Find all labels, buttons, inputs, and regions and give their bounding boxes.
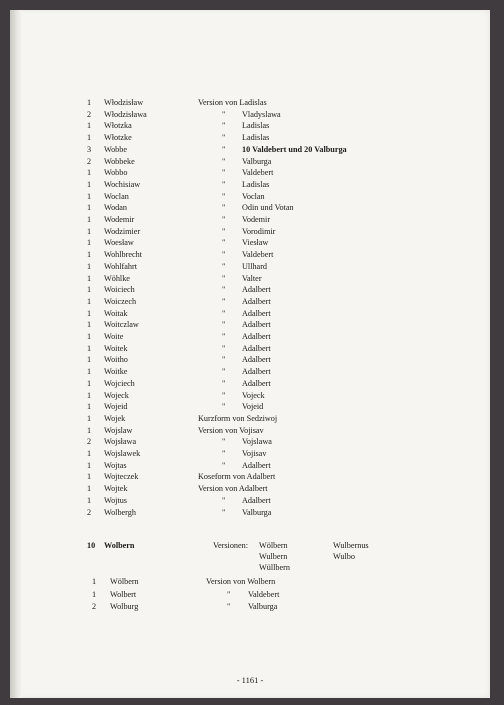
group-header-row: [10, 562, 490, 574]
entry-count: 1: [87, 472, 92, 482]
name-entry-row: [10, 460, 490, 472]
entry-name: Wölbern: [110, 577, 139, 586]
ditto-mark: ": [222, 156, 226, 166]
entry-description: Valburga: [242, 156, 272, 166]
entry-count: 1: [87, 332, 92, 341]
name-entry-row: [10, 354, 490, 366]
ditto-mark: ": [222, 109, 226, 119]
version-item: Wulbernus: [333, 541, 369, 550]
entry-name: Woiczech: [104, 296, 137, 306]
entry-count: 1: [87, 133, 92, 143]
entry-count: 1: [87, 425, 92, 435]
entry-description: Valter: [242, 273, 262, 283]
entry-description: Version von Ladislas: [198, 98, 267, 107]
entry-name: Wojslawek: [104, 449, 141, 458]
entry-description: Adalbert: [242, 285, 271, 295]
name-entry-row: [10, 471, 490, 483]
name-entry-row: [10, 120, 490, 132]
entry-name: Wojeck: [104, 390, 129, 400]
entry-description: Vojeck: [242, 390, 265, 400]
name-entry-row: [10, 425, 490, 437]
entry-count: 1: [87, 308, 92, 318]
ditto-mark: ": [222, 285, 226, 295]
entry-description: Adalbert: [242, 332, 271, 341]
document-page: [10, 10, 490, 698]
ditto-mark: ": [227, 589, 231, 599]
name-entry-row: [10, 483, 490, 495]
entry-name: Wojtas: [104, 460, 127, 470]
entry-name: Wobbe: [104, 144, 127, 154]
entry-count: 1: [87, 191, 92, 201]
entry-name: Wojsława: [104, 437, 137, 447]
name-entry-row: [10, 436, 490, 448]
name-entry-row: [10, 284, 490, 296]
entry-name: Włodzisława: [104, 109, 147, 119]
name-entry-row: [10, 401, 490, 413]
entry-name: Wojciech: [104, 378, 135, 388]
entry-count: 1: [87, 98, 92, 107]
name-entry-row: [10, 390, 490, 402]
ditto-mark: ": [227, 602, 231, 611]
entry-name: Wolbergh: [104, 507, 136, 517]
ditto-mark: ": [222, 437, 226, 447]
name-entry-row: [10, 576, 490, 588]
entry-name: Wojtus: [104, 495, 127, 505]
entry-description: Adalbert: [242, 320, 271, 330]
name-entry-row: [10, 495, 490, 507]
entry-count: 2: [87, 507, 92, 517]
entry-name: Wojslaw: [104, 425, 133, 435]
name-entry-row: [10, 144, 490, 156]
entry-description: Vodemir: [242, 215, 271, 224]
entry-description: Kurzform von Sedziwoj: [198, 413, 278, 423]
entry-name: Wodan: [104, 203, 127, 213]
ditto-mark: ": [222, 144, 226, 154]
name-entry-row: [10, 589, 490, 601]
name-entry-row: [10, 237, 490, 249]
name-entry-row: [10, 343, 490, 355]
ditto-mark: ": [222, 121, 226, 131]
entry-description: Adalbert: [242, 343, 271, 353]
ditto-mark: ": [222, 332, 226, 341]
entry-description: Ladislas: [242, 121, 270, 131]
entry-description: Vorodimir: [242, 226, 276, 236]
ditto-mark: ": [222, 402, 226, 412]
entry-count: 1: [87, 168, 92, 178]
name-entry-row: [10, 507, 490, 519]
entry-description: Odin und Votan: [242, 203, 294, 213]
ditto-mark: ": [222, 449, 226, 458]
entry-description: Adalbert: [242, 367, 271, 377]
entry-description: Adalbert: [242, 308, 271, 318]
version-item: Wölbern: [259, 541, 288, 550]
entry-count: 1: [87, 215, 92, 224]
entry-description: Valdebert: [242, 250, 274, 260]
group-count: 10: [87, 541, 96, 550]
entry-description: Version von Adalbert: [198, 484, 268, 494]
entry-count: 3: [87, 144, 92, 154]
entry-description: Adalbert: [242, 495, 271, 505]
entry-description: Vojisav: [242, 449, 267, 458]
entry-description: Adalbert: [242, 296, 271, 306]
ditto-mark: ": [222, 460, 226, 470]
entry-description: 10 Valdebert und 20 Valburga: [242, 144, 347, 154]
entry-count: 1: [87, 495, 92, 505]
entry-description: Valburga: [242, 507, 272, 517]
entry-description: Valdebert: [248, 589, 280, 599]
ditto-mark: ": [222, 238, 226, 248]
ditto-mark: ": [222, 191, 226, 201]
ditto-mark: ": [222, 296, 226, 306]
ditto-mark: ": [222, 133, 226, 143]
entry-count: 1: [87, 449, 92, 458]
entry-name: Wochisiaw: [104, 179, 141, 189]
name-entry-row: [10, 366, 490, 378]
version-item: Wulbo: [333, 552, 355, 561]
entry-description: Ullhard: [242, 261, 268, 271]
entry-description: Vojeid: [242, 402, 264, 412]
ditto-mark: ": [222, 250, 226, 260]
group-name: Wolbern: [104, 541, 135, 550]
entry-count: 1: [87, 285, 92, 295]
entry-name: Wojteczek: [104, 472, 139, 482]
entry-name: Wojtek: [104, 484, 128, 494]
entry-count: 1: [87, 250, 92, 260]
entry-name: Woclan: [104, 191, 129, 201]
ditto-mark: ": [222, 378, 226, 388]
name-entry-row: [10, 448, 490, 460]
ditto-mark: ": [222, 203, 226, 213]
entry-name: Wobbeke: [104, 156, 135, 166]
entry-count: 1: [87, 390, 92, 400]
entry-count: 1: [87, 273, 92, 283]
entry-count: 1: [87, 343, 92, 353]
name-entry-row: [10, 378, 490, 390]
page-number: - 1161 -: [236, 675, 264, 685]
entry-count: 1: [87, 402, 92, 412]
entry-name: Włotzka: [104, 121, 132, 131]
entry-name: Wojek: [104, 413, 126, 423]
ditto-mark: ": [222, 367, 226, 377]
entry-description: Ladislas: [242, 179, 270, 189]
entry-description: Adalbert: [242, 378, 271, 388]
ditto-mark: ": [222, 179, 226, 189]
entry-description: Voclan: [242, 191, 265, 201]
entry-name: Wohlbrecht: [104, 250, 142, 260]
ditto-mark: ": [222, 390, 226, 400]
entry-count: 1: [87, 460, 92, 470]
entry-name: Woitke: [104, 367, 128, 377]
version-item: Wulbern: [259, 552, 288, 561]
name-entry-row: [10, 226, 490, 238]
entry-description: Adalbert: [242, 355, 271, 365]
versions-label: Versionen:: [213, 541, 249, 550]
ditto-mark: ": [222, 495, 226, 505]
name-entry-row: [10, 601, 490, 613]
entry-count: 1: [87, 320, 92, 330]
name-entry-row: [10, 156, 490, 168]
name-entry-row: [10, 132, 490, 144]
entry-name: Woitak: [104, 308, 128, 318]
entry-name: Wolburg: [110, 602, 139, 611]
entry-count: 1: [87, 203, 92, 213]
entry-name: Woitho: [104, 355, 128, 365]
entry-name: Wodzimier: [104, 226, 141, 236]
entry-description: Valburga: [248, 602, 278, 611]
ditto-mark: ": [222, 261, 226, 271]
entry-count: 1: [92, 589, 97, 599]
entry-description: Ladislas: [242, 133, 270, 143]
entry-count: 1: [87, 238, 92, 248]
entry-name: Włodzisław: [104, 98, 144, 107]
entry-count: 1: [87, 121, 92, 131]
entry-description: Version von Wolbern: [206, 577, 276, 586]
entry-description: Valdebert: [242, 168, 274, 178]
entry-count: 1: [87, 378, 92, 388]
ditto-mark: ": [222, 226, 226, 236]
entry-count: 2: [87, 437, 92, 447]
name-entry-row: [10, 413, 490, 425]
entry-count: 2: [87, 109, 92, 119]
name-entry-row: [10, 97, 490, 109]
version-item: Wüllbern: [259, 563, 290, 572]
entry-count: 1: [87, 296, 92, 306]
entry-count: 1: [92, 577, 97, 586]
name-entry-row: [10, 273, 490, 285]
entry-count: 2: [87, 156, 92, 166]
entry-description: Version von Vojisav: [198, 425, 264, 435]
ditto-mark: ": [222, 343, 226, 353]
entry-count: 1: [87, 226, 92, 236]
entry-description: Adalbert: [242, 460, 271, 470]
name-entry-row: [10, 319, 490, 331]
entry-name: Wodemir: [104, 215, 135, 224]
entry-name: Woitek: [104, 343, 128, 353]
ditto-mark: ": [222, 355, 226, 365]
entry-count: 1: [87, 179, 92, 189]
entry-description: Viesław: [242, 238, 269, 248]
entry-count: 1: [87, 367, 92, 377]
ditto-mark: ": [222, 308, 226, 318]
entry-name: Wobbo: [104, 168, 128, 178]
ditto-mark: ": [222, 507, 226, 517]
name-entry-row: [10, 202, 490, 214]
ditto-mark: ": [222, 320, 226, 330]
entry-name: Wojeid: [104, 402, 128, 412]
entry-name: Włotzke: [104, 133, 132, 143]
entry-description: Koseform von Adalbert: [198, 472, 276, 482]
name-entry-row: [10, 296, 490, 308]
name-entry-row: [10, 109, 490, 121]
entry-name: Woiciech: [104, 285, 135, 295]
entry-name: Woesław: [104, 238, 134, 248]
name-entry-row: [10, 308, 490, 320]
name-entry-row: [10, 214, 490, 226]
entry-description: Vladyslawa: [242, 109, 281, 119]
ditto-mark: ": [222, 168, 226, 178]
entry-name: Woite: [104, 332, 124, 341]
entry-name: Woitczlaw: [104, 320, 139, 330]
entry-count: 1: [87, 261, 92, 271]
ditto-mark: ": [222, 215, 226, 224]
name-entry-row: [10, 179, 490, 191]
entry-count: 1: [87, 355, 92, 365]
name-entry-row: [10, 167, 490, 179]
name-entry-row: [10, 331, 490, 343]
entry-name: Wöhlke: [104, 273, 130, 283]
ditto-mark: ": [222, 273, 226, 283]
entry-name: Wolbert: [110, 589, 137, 599]
name-entry-row: [10, 249, 490, 261]
entry-count: 2: [92, 602, 97, 611]
entry-count: 1: [87, 484, 92, 494]
entry-name: Wohlfahrt: [104, 261, 137, 271]
entry-description: Vojslawa: [242, 437, 272, 447]
name-entry-row: [10, 191, 490, 203]
name-entry-row: [10, 261, 490, 273]
entry-count: 1: [87, 413, 92, 423]
